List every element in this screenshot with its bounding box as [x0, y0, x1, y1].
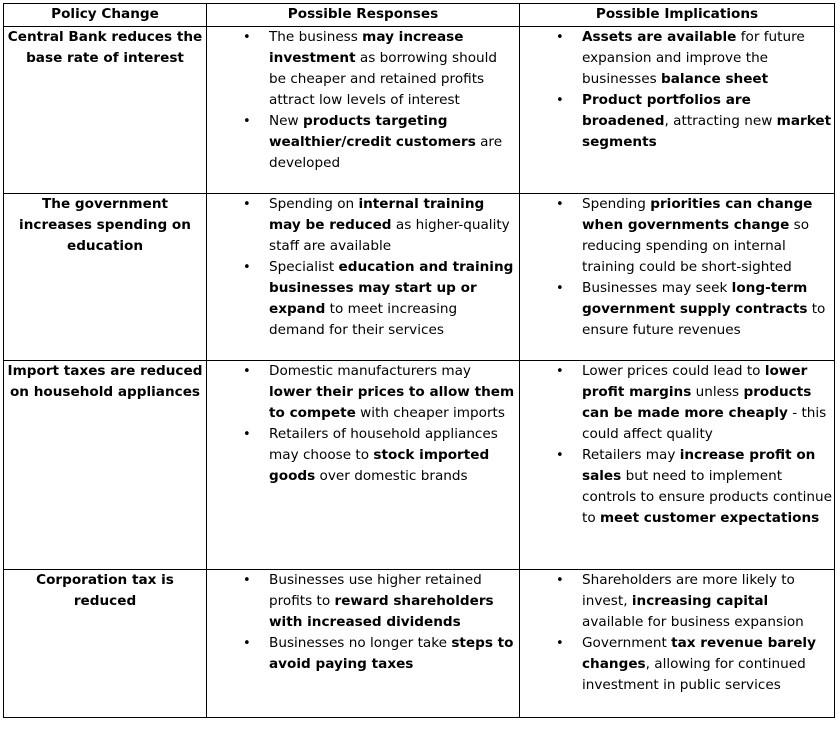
list-item: [269, 633, 517, 675]
implications-list: [520, 27, 834, 153]
list-item: [269, 570, 517, 633]
bold-text: products targeting wealthier/credit customers: [269, 113, 476, 150]
policy-change-cell: Import taxes are reduced on household appliances: [4, 361, 207, 570]
header-row: [4, 4, 835, 27]
implications-cell: [520, 27, 835, 194]
list-item: [582, 278, 832, 341]
bold-text: market segments: [582, 113, 832, 150]
text: for future expansion and improve the businesses: [582, 29, 805, 87]
policy-change-cell: The government increases spending on education: [4, 194, 207, 361]
implications-cell: [520, 570, 835, 718]
bold-text: tax revenue barely changes: [582, 635, 816, 672]
header-possible-responses: Possible Responses: [207, 4, 520, 27]
list-item: [582, 27, 832, 90]
text: - this could affect quality: [582, 405, 827, 442]
list-item: [269, 194, 517, 257]
table-row: [4, 361, 835, 570]
implications-list: [520, 194, 834, 341]
bold-text: lower their prices to allow them to compete: [269, 384, 515, 421]
text: , attracting new: [664, 113, 777, 129]
bold-text: education and training businesses may start up or expand: [269, 259, 514, 317]
text: as higher-quality staff are available: [269, 217, 510, 254]
responses-list: [207, 194, 519, 341]
text: unless: [691, 384, 744, 400]
text: Businesses use higher retained profits to: [269, 572, 482, 609]
list-item: [269, 27, 517, 111]
responses-list: [207, 361, 519, 487]
responses-cell: [207, 361, 520, 570]
bold-text: balance sheet: [661, 71, 769, 87]
bold-text: meet customer expectations: [599, 510, 820, 526]
responses-list: [207, 27, 519, 174]
bold-text: increase profit on sales: [582, 447, 816, 484]
policy-table: [3, 3, 835, 718]
text: available for business expansion: [582, 614, 804, 630]
text: but need to implement controls to ensure products continue to: [582, 468, 832, 526]
bold-text: stock imported goods: [269, 447, 490, 484]
responses-cell: [207, 570, 520, 718]
text: Retailers of household appliances may choose to: [269, 426, 498, 463]
implications-list: [520, 361, 834, 529]
header-possible-implications: Possible Implications: [520, 4, 835, 27]
list-item: [582, 90, 832, 153]
text: Businesses may seek: [582, 280, 732, 296]
text: are developed: [269, 134, 503, 171]
bold-text: reward shareholders with increased dividends: [269, 593, 494, 630]
policy-change-cell: Central Bank reduces the base rate of interest: [4, 27, 207, 194]
table-row: [4, 194, 835, 361]
text: The business: [269, 29, 363, 45]
text: to meet increasing demand for their services: [269, 301, 458, 338]
list-item: [269, 111, 517, 174]
list-item: [582, 445, 832, 529]
text: Shareholders are more likely to invest,: [582, 572, 795, 609]
list-item: [582, 194, 832, 278]
list-item: [269, 424, 517, 487]
text: Government: [582, 635, 672, 651]
bold-text: Assets are available: [582, 29, 737, 45]
text: to ensure future revenues: [582, 301, 826, 338]
bold-text: increasing capital: [631, 593, 769, 609]
bold-text: lower profit margins: [582, 363, 808, 400]
text: , allowing for continued investment in public services: [582, 656, 806, 693]
text: Specialist: [269, 259, 339, 275]
text: New: [269, 113, 303, 129]
bold-text: long-term government supply contracts: [582, 280, 808, 317]
text: Spending: [582, 196, 651, 212]
implications-cell: [520, 361, 835, 570]
text: with cheaper imports: [355, 405, 505, 421]
list-item: [582, 570, 832, 633]
bold-text: products can be made more cheaply: [582, 384, 812, 421]
bold-text: may increase investment: [269, 29, 464, 66]
text: Lower prices could lead to: [582, 363, 765, 379]
text: so reducing spending on internal training could be short-sighted: [582, 217, 810, 275]
text: Spending on: [269, 196, 359, 212]
bold-text: Product portfolios are broadened: [582, 92, 751, 129]
bold-text: priorities can change when governments change: [582, 196, 813, 233]
text: Businesses no longer take: [269, 635, 452, 651]
policy-change-cell: Corporation tax is reduced: [4, 570, 207, 718]
table-row: [4, 27, 835, 194]
responses-cell: [207, 27, 520, 194]
implications-list: [520, 570, 834, 696]
implications-cell: [520, 194, 835, 361]
bold-text: steps to avoid paying taxes: [269, 635, 514, 672]
responses-list: [207, 570, 519, 675]
list-item: [269, 361, 517, 424]
bold-text: internal training may be reduced: [269, 196, 485, 233]
table-row: [4, 570, 835, 718]
header-policy-change: Policy Change: [4, 4, 207, 27]
text: Retailers may: [582, 447, 680, 463]
list-item: [582, 633, 832, 696]
list-item: [582, 361, 832, 445]
text: Domestic manufacturers may: [269, 363, 471, 379]
text: over domestic brands: [315, 468, 468, 484]
list-item: [269, 257, 517, 341]
responses-cell: [207, 194, 520, 361]
text: as borrowing should be cheaper and retained profits attract low levels of interest: [269, 50, 498, 108]
